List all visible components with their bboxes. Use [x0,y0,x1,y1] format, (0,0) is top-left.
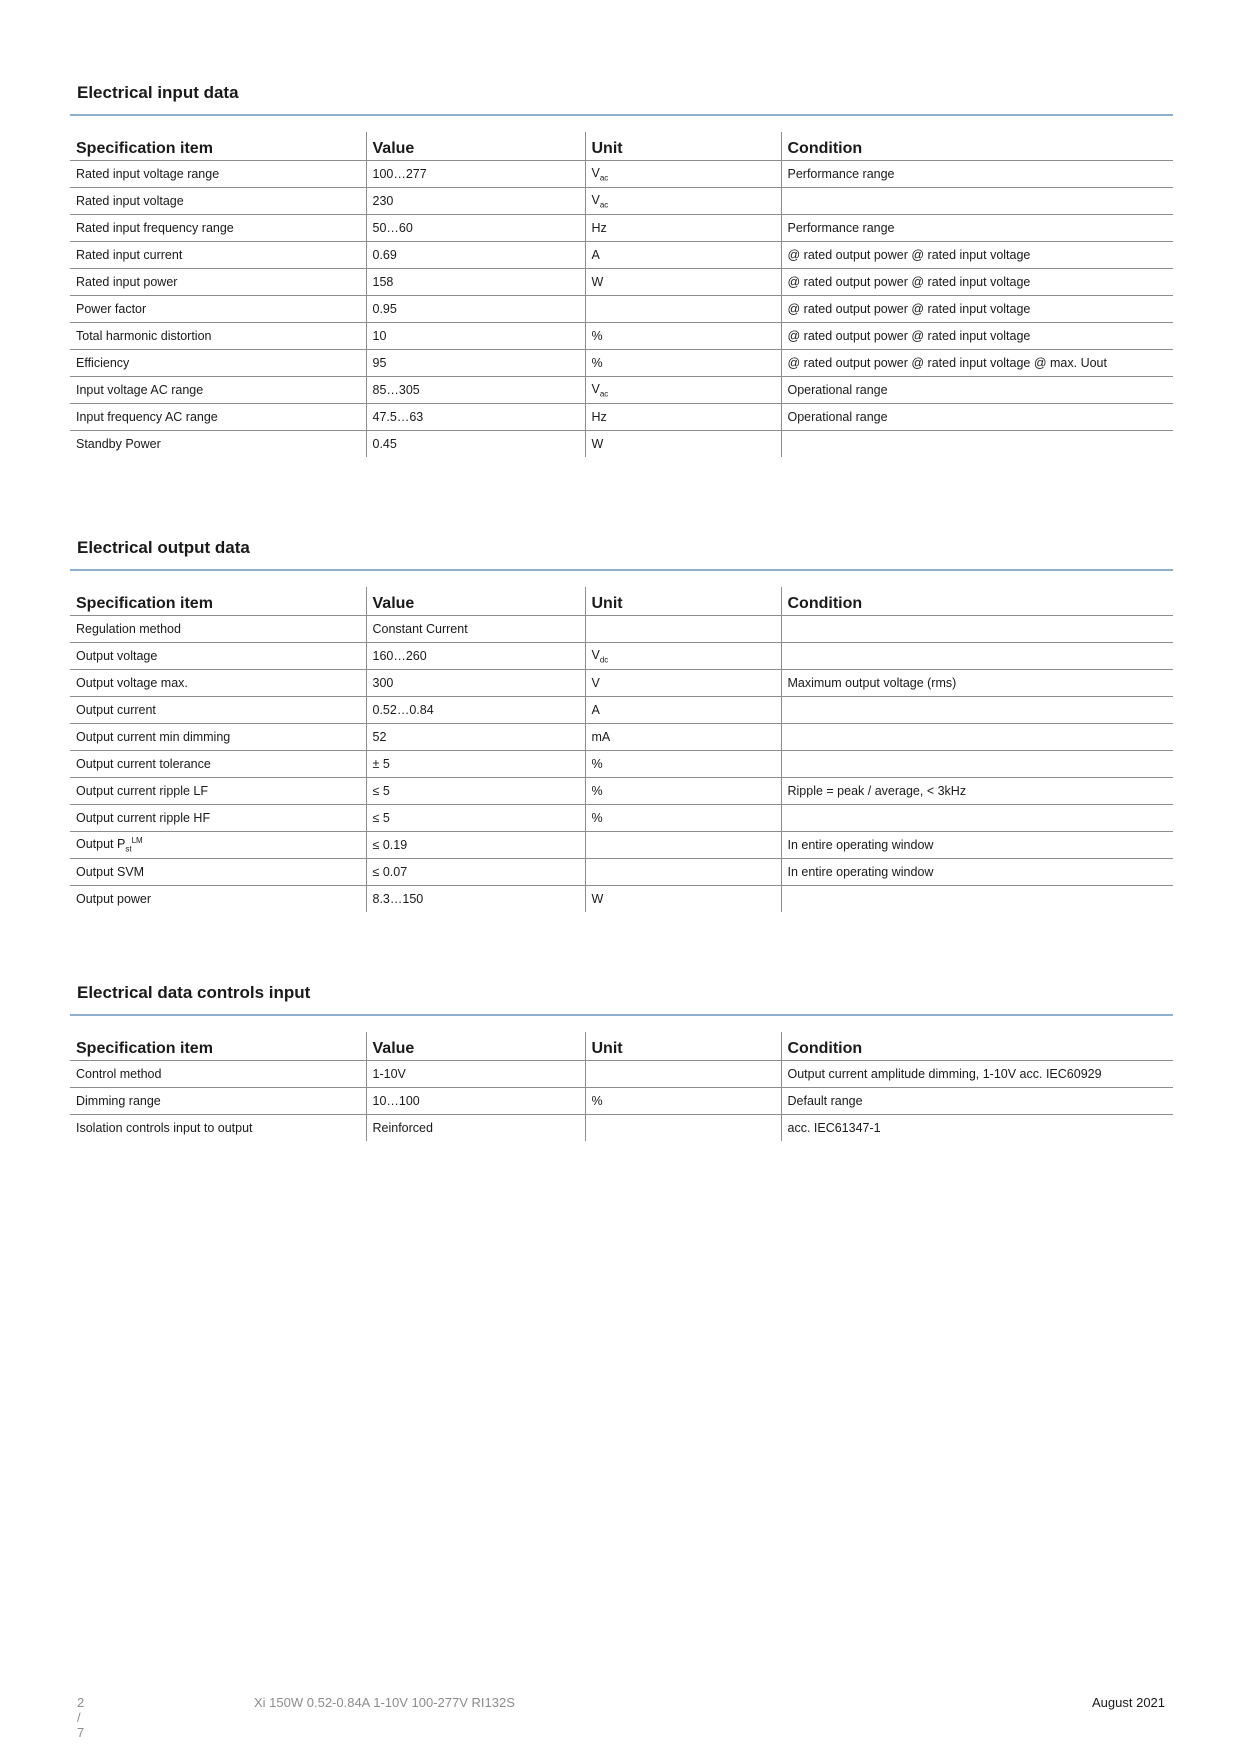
unit-text: W [591,892,604,906]
cell-unit [585,431,781,458]
cell-spec-item [70,778,366,805]
table-row [70,751,1173,778]
cell-spec-item [70,1061,366,1088]
cell-spec-item [70,643,366,670]
cell-condition [781,643,1173,670]
spec-item-text: Rated input power [76,275,178,289]
unit-text: mA [591,730,611,744]
spec-item-text: Output voltage max. [76,676,188,690]
cell-condition: acc. IEC61347-1 [781,1115,1173,1142]
unit-subscript: dc [599,655,609,665]
section-title: Electrical input data [77,83,239,102]
column-header-item: Specification item [70,587,366,616]
spec-item-text: Total harmonic distortion [76,329,212,343]
cell-value: 158 [366,269,585,296]
cell-value: Constant Current [366,616,585,643]
cell-condition [781,724,1173,751]
spec-table [70,132,1173,457]
spec-item-text: Efficiency [76,356,130,370]
cell-value: 300 [366,670,585,697]
cell-spec-item [70,431,366,458]
cell-condition: Performance range [781,161,1173,188]
table-header-row [70,587,1173,616]
cell-spec-item [70,377,366,404]
cell-value: 0.69 [366,242,585,269]
section-divider [70,1014,1173,1016]
cell-value: ≤ 5 [366,805,585,832]
cell-spec-item [70,670,366,697]
unit-subscript: ac [599,173,609,183]
column-header-unit: Unit [585,587,781,616]
section-divider [70,569,1173,571]
unit-text: % [591,356,603,370]
cell-unit [585,670,781,697]
spec-item-subscript: st [125,844,132,854]
unit-text: % [591,811,603,825]
cell-unit [585,296,781,323]
cell-value: 160…260 [366,643,585,670]
cell-condition: @ rated output power @ rated input voltage @ max. Uout [781,350,1173,377]
cell-spec-item [70,832,366,859]
spec-item-text: Rated input frequency range [76,221,234,235]
cell-condition: @ rated output power @ rated input voltage [781,323,1173,350]
cell-unit [585,377,781,404]
spec-item-text: Output voltage [76,649,158,663]
column-header-condition: Condition [781,587,1173,616]
cell-unit [585,1061,781,1088]
cell-unit [585,350,781,377]
cell-unit [585,859,781,886]
cell-condition [781,886,1173,913]
table-row [70,350,1173,377]
unit-text: % [591,757,603,771]
cell-value: 85…305 [366,377,585,404]
table-row [70,697,1173,724]
section-divider [70,114,1173,116]
cell-condition: @ rated output power @ rated input voltage [781,296,1173,323]
cell-condition [781,751,1173,778]
column-header-value: Value [366,132,585,161]
cell-value: 10…100 [366,1088,585,1115]
column-header-item: Specification item [70,132,366,161]
spec-item-text: Dimming range [76,1094,161,1108]
table-row [70,161,1173,188]
table-header-row [70,132,1173,161]
cell-value: 0.52…0.84 [366,697,585,724]
cell-condition: In entire operating window [781,859,1173,886]
table-row [70,859,1173,886]
unit-text: W [591,275,604,289]
cell-condition: In entire operating window [781,832,1173,859]
spec-item-text: Output current ripple LF [76,784,209,798]
unit-text: V [591,381,600,396]
table-row [70,188,1173,215]
cell-unit [585,269,781,296]
cell-unit [585,751,781,778]
table-row [70,886,1173,913]
spec-table [70,1032,1173,1141]
section-electrical-input [70,78,1173,457]
cell-value: 10 [366,323,585,350]
unit-subscript: ac [599,200,609,210]
cell-unit [585,697,781,724]
cell-spec-item [70,215,366,242]
spec-item-text: Isolation controls input to output [76,1121,253,1135]
column-header-condition: Condition [781,1032,1173,1061]
spec-item-text: Output current min dimming [76,730,231,744]
spec-item-text: Output SVM [76,865,145,879]
section-title: Electrical output data [77,538,250,557]
table-row [70,269,1173,296]
cell-spec-item [70,296,366,323]
unit-text: Hz [591,410,607,424]
table-row [70,805,1173,832]
cell-spec-item [70,724,366,751]
cell-unit [585,188,781,215]
cell-spec-item [70,242,366,269]
cell-spec-item [70,1115,366,1142]
table-row [70,404,1173,431]
cell-value: 95 [366,350,585,377]
cell-spec-item [70,805,366,832]
cell-value: 52 [366,724,585,751]
table-row [70,1061,1173,1088]
unit-text: W [591,437,604,451]
spec-item-text: Control method [76,1067,162,1081]
cell-unit [585,1115,781,1142]
unit-text: V [591,192,600,207]
spec-item-text: Rated input voltage [76,194,184,208]
cell-condition [781,616,1173,643]
spec-item-text: Input voltage AC range [76,383,204,397]
spec-item-superscript: LM [131,836,143,846]
cell-value: 1-10V [366,1061,585,1088]
section-electrical-output [70,533,1173,912]
cell-value: ± 5 [366,751,585,778]
cell-spec-item [70,697,366,724]
unit-text: Hz [591,221,607,235]
unit-text: A [591,703,600,717]
cell-condition [781,697,1173,724]
cell-unit [585,323,781,350]
cell-spec-item [70,1088,366,1115]
section-title: Electrical data controls input [77,983,311,1002]
spec-item-text: Regulation method [76,622,181,636]
cell-condition [781,805,1173,832]
cell-value: 230 [366,188,585,215]
cell-unit [585,1088,781,1115]
table-row [70,670,1173,697]
cell-spec-item [70,886,366,913]
cell-spec-item [70,323,366,350]
table-row [70,323,1173,350]
cell-value: 100…277 [366,161,585,188]
spec-item-text: Power factor [76,302,147,316]
column-header-value: Value [366,587,585,616]
table-row [70,643,1173,670]
spec-item-text: Output current ripple HF [76,811,211,825]
cell-spec-item [70,616,366,643]
column-header-item: Specification item [70,1032,366,1061]
cell-spec-item [70,404,366,431]
spec-item-text: Output current tolerance [76,757,211,771]
table-row [70,296,1173,323]
cell-condition: Performance range [781,215,1173,242]
spec-item-text: Standby Power [76,437,161,451]
cell-condition: Ripple = peak / average, < 3kHz [781,778,1173,805]
table-row [70,616,1173,643]
document-date: August 2021 [1092,1695,1166,1710]
cell-value: ≤ 5 [366,778,585,805]
cell-unit [585,724,781,751]
cell-condition: @ rated output power @ rated input voltage [781,269,1173,296]
table-row [70,1115,1173,1142]
cell-unit [585,778,781,805]
cell-condition: @ rated output power @ rated input voltage [781,242,1173,269]
cell-spec-item [70,859,366,886]
column-header-unit: Unit [585,1032,781,1061]
cell-condition: Default range [781,1088,1173,1115]
cell-condition: Operational range [781,404,1173,431]
product-name: Xi 150W 0.52-0.84A 1-10V 100-277V RI132S [254,1695,515,1710]
table-row [70,431,1173,458]
cell-unit [585,404,781,431]
spec-item-text: Rated input voltage range [76,167,220,181]
column-header-unit: Unit [585,132,781,161]
cell-spec-item [70,751,366,778]
page-number: 2 / 7 [77,1695,85,1740]
cell-value: Reinforced [366,1115,585,1142]
table-row [70,1088,1173,1115]
cell-unit [585,161,781,188]
cell-value: ≤ 0.19 [366,832,585,859]
cell-condition: Operational range [781,377,1173,404]
cell-unit [585,616,781,643]
spec-item-text: Output P [76,837,126,852]
spec-item-text: Output current [76,703,156,717]
cell-unit [585,832,781,859]
unit-text: V [591,647,600,662]
unit-text: V [591,676,600,690]
table-row [70,724,1173,751]
unit-text: V [591,165,600,180]
unit-text: A [591,248,600,262]
cell-condition: Maximum output voltage (rms) [781,670,1173,697]
column-header-value: Value [366,1032,585,1061]
table-header-row [70,1032,1173,1061]
cell-unit [585,805,781,832]
cell-value: 0.45 [366,431,585,458]
table-row [70,242,1173,269]
unit-subscript: ac [599,389,609,399]
cell-unit [585,643,781,670]
cell-condition [781,188,1173,215]
cell-spec-item [70,161,366,188]
unit-text: % [591,329,603,343]
unit-text: % [591,1094,603,1108]
cell-value: 50…60 [366,215,585,242]
table-row [70,215,1173,242]
section-controls-input [70,978,1173,1141]
table-row [70,832,1173,859]
cell-unit [585,242,781,269]
spec-table [70,587,1173,912]
spec-item-text: Rated input current [76,248,183,262]
table-row [70,778,1173,805]
cell-value: 8.3…150 [366,886,585,913]
cell-value: 0.95 [366,296,585,323]
cell-value: ≤ 0.07 [366,859,585,886]
cell-condition: Output current amplitude dimming, 1-10V acc. IEC60929 [781,1061,1173,1088]
cell-unit [585,886,781,913]
column-header-condition: Condition [781,132,1173,161]
cell-spec-item [70,188,366,215]
spec-item-text: Input frequency AC range [76,410,218,424]
cell-spec-item [70,269,366,296]
cell-unit [585,215,781,242]
cell-value: 47.5…63 [366,404,585,431]
cell-spec-item [70,350,366,377]
table-row [70,377,1173,404]
unit-text: % [591,784,603,798]
spec-item-text: Output power [76,892,152,906]
cell-condition [781,431,1173,458]
